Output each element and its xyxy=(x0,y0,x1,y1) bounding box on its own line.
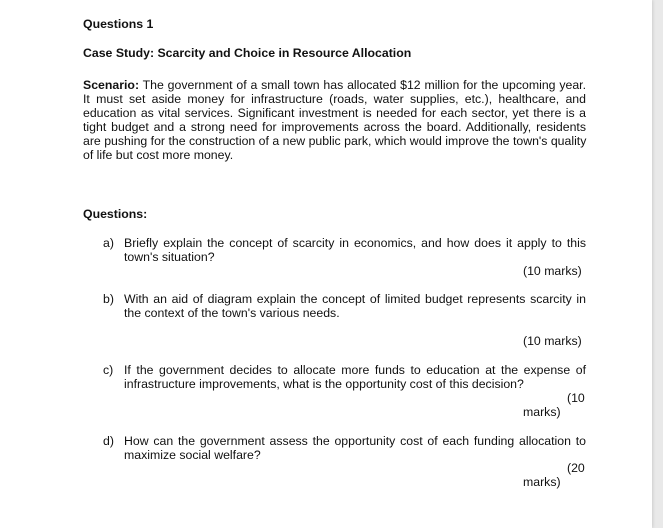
scenario-line: It must set aside money for infrastructure (roads, water supplies, etc.), healthcare, and xyxy=(83,92,586,106)
question-marks: (20 xyxy=(567,461,585,475)
question-marks: marks) xyxy=(523,405,561,419)
question-marks: (10 marks) xyxy=(523,334,582,348)
question-marks: (10 marks) xyxy=(523,264,582,278)
scenario-line: are pushing for the construction of a new public park, which would improve the town's quality xyxy=(83,134,587,148)
question-marks: (10 xyxy=(567,391,585,405)
page-heading: Questions 1 xyxy=(83,17,154,31)
question-line: maximize social welfare? xyxy=(124,448,261,462)
question-label: a) xyxy=(103,236,114,250)
question-line: If the government decides to allocate more funds to education at the expense of xyxy=(124,363,586,377)
question-line: the context of the town's various needs. xyxy=(124,306,340,320)
scenario-label: Scenario: xyxy=(83,78,140,92)
scenario-line: Scenario: The government of a small town has allocated $12 million for the upcoming year. xyxy=(83,78,586,92)
scenario-line: tight budget and a strong need for improvements across the board. Additionally, residents xyxy=(83,120,586,134)
question-label: c) xyxy=(103,363,114,377)
scenario-line: of life but cost more money. xyxy=(83,148,234,162)
scenario-line: education as vital services. Significant investment is needed for each sector, yet there is a xyxy=(83,106,586,120)
questions-heading: Questions: xyxy=(83,207,148,221)
case-study-title: Case Study: Scarcity and Choice in Resource Allocation xyxy=(83,46,412,60)
question-marks: marks) xyxy=(523,475,561,489)
question-label: d) xyxy=(103,434,114,448)
question-line: infrastructure improvements, what is the opportunity cost of this decision? xyxy=(124,377,524,391)
question-line: How can the government assess the opportunity cost of each funding allocation to xyxy=(124,434,586,448)
question-label: b) xyxy=(103,292,114,306)
question-line: town's situation? xyxy=(124,250,215,264)
question-line: With an aid of diagram explain the concept of limited budget represents scarcity in xyxy=(124,292,586,306)
question-line: Briefly explain the concept of scarcity in economics, and how does it apply to this xyxy=(124,236,586,250)
